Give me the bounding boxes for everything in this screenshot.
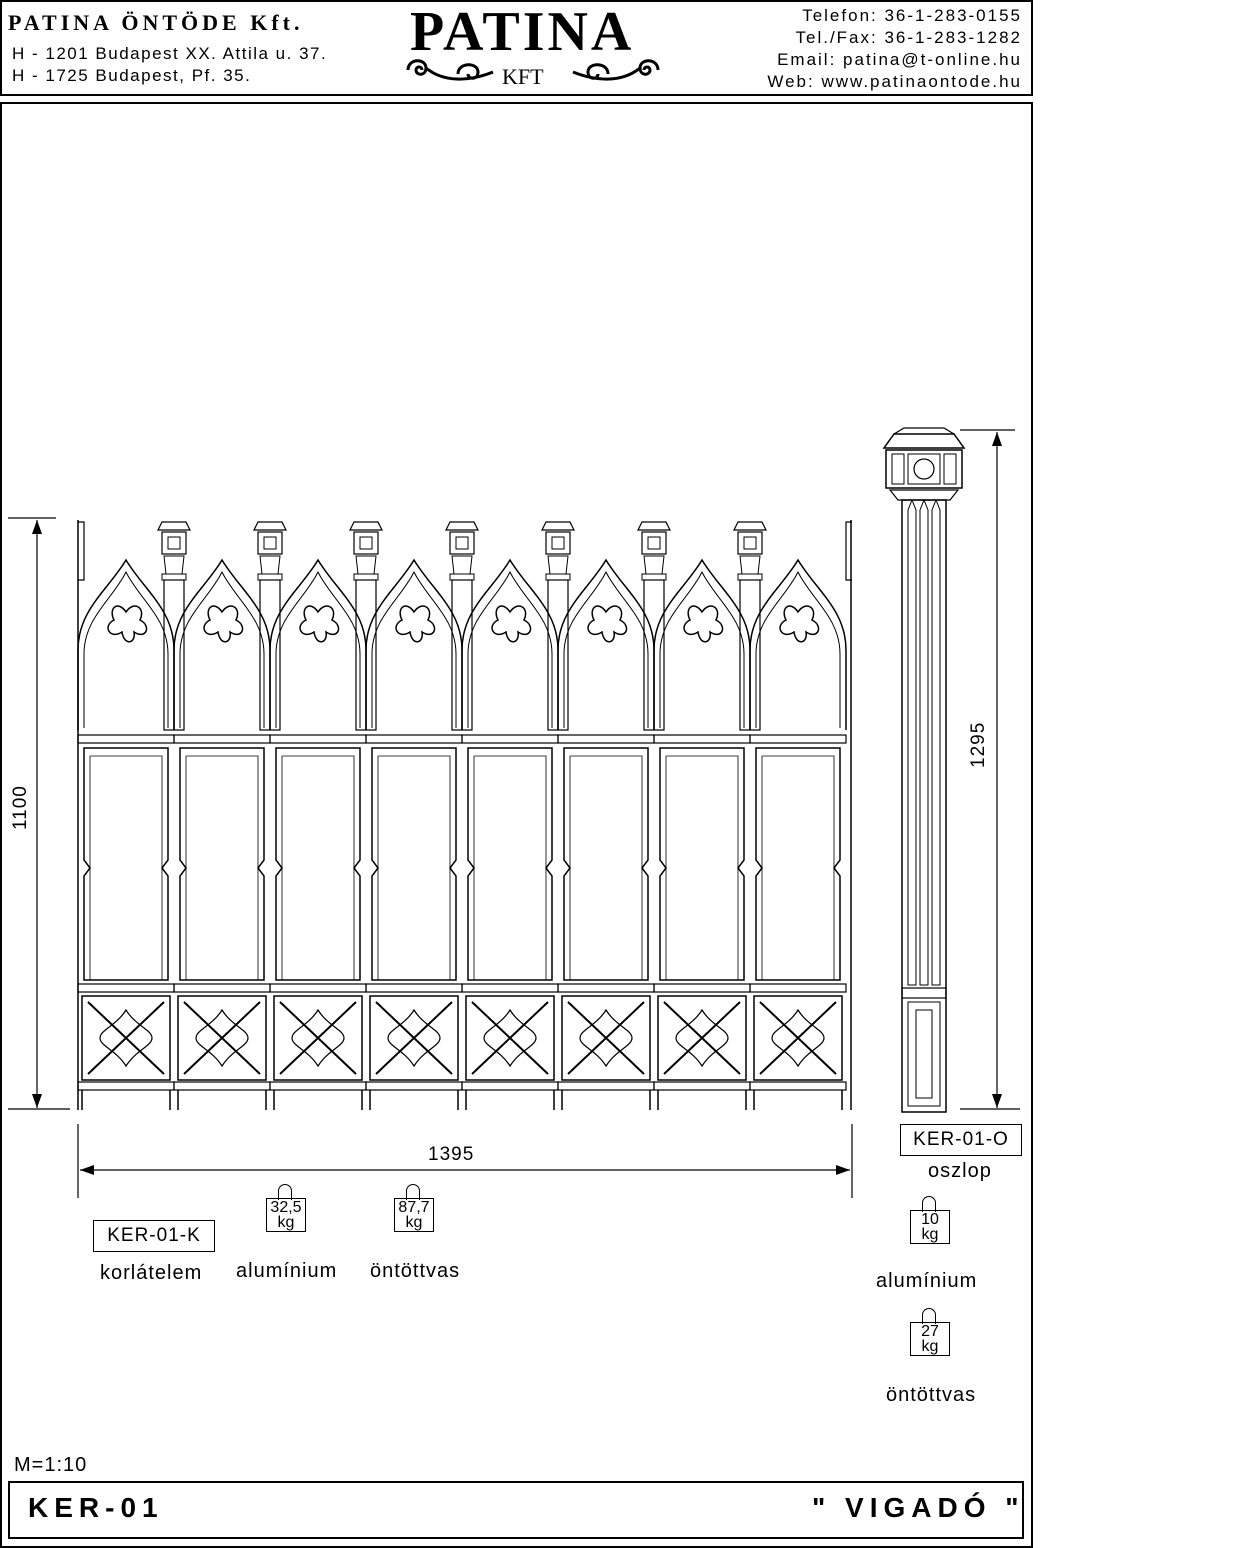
- post-weight-castiron: 27: [921, 1323, 939, 1340]
- weight-icon: [910, 1196, 954, 1246]
- address-line-1: H - 1201 Budapest XX. Attila u. 37.: [12, 44, 328, 63]
- post-name: oszlop: [928, 1160, 992, 1182]
- company-name: PATINA ÖNTÖDE Kft.: [8, 10, 304, 35]
- post-material-aluminium: alumínium: [876, 1270, 978, 1292]
- email: Email: patina@t-online.hu: [777, 50, 1022, 69]
- weight-unit: kg: [405, 1214, 423, 1231]
- weight-unit: kg: [277, 1214, 295, 1231]
- weight-icon: [266, 1184, 310, 1234]
- weight-unit: kg: [921, 1226, 939, 1243]
- width-dimension: 1395: [428, 1144, 475, 1165]
- panel-material-aluminium: alumínium: [236, 1260, 338, 1282]
- product-code: KER-01: [28, 1492, 164, 1523]
- height-dimension: 1100: [10, 785, 31, 830]
- weight-unit: kg: [921, 1338, 939, 1355]
- panel-code: KER-01-K: [93, 1220, 215, 1252]
- panel-material-castiron: öntöttvas: [370, 1260, 461, 1282]
- product-name: " VIGADÓ ": [812, 1492, 1025, 1523]
- post-height-dimension: 1295: [968, 721, 989, 768]
- scale-label: M=1:10: [14, 1454, 88, 1476]
- address-line-2: H - 1725 Budapest, Pf. 35.: [12, 66, 252, 85]
- phone: Telefon: 36-1-283-0155: [802, 6, 1022, 25]
- post-weight-aluminium: 10: [921, 1211, 939, 1228]
- panel-weight-aluminium: 32,5: [270, 1199, 302, 1216]
- weight-icon: [394, 1184, 438, 1234]
- post-drawing: [870, 420, 1040, 1120]
- post-material-castiron: öntöttvas: [886, 1384, 977, 1406]
- logo-subtext: KFT: [502, 64, 544, 89]
- panel-weight-castiron: 87,7: [398, 1199, 430, 1216]
- logo-text: PATINA: [410, 1, 635, 63]
- post-code: KER-01-O: [900, 1124, 1022, 1156]
- panel-name: korlátelem: [100, 1262, 203, 1284]
- weight-icon: [910, 1308, 954, 1358]
- website: Web: www.patinaontode.hu: [767, 72, 1022, 91]
- fax: Tel./Fax: 36-1-283-1282: [795, 28, 1022, 47]
